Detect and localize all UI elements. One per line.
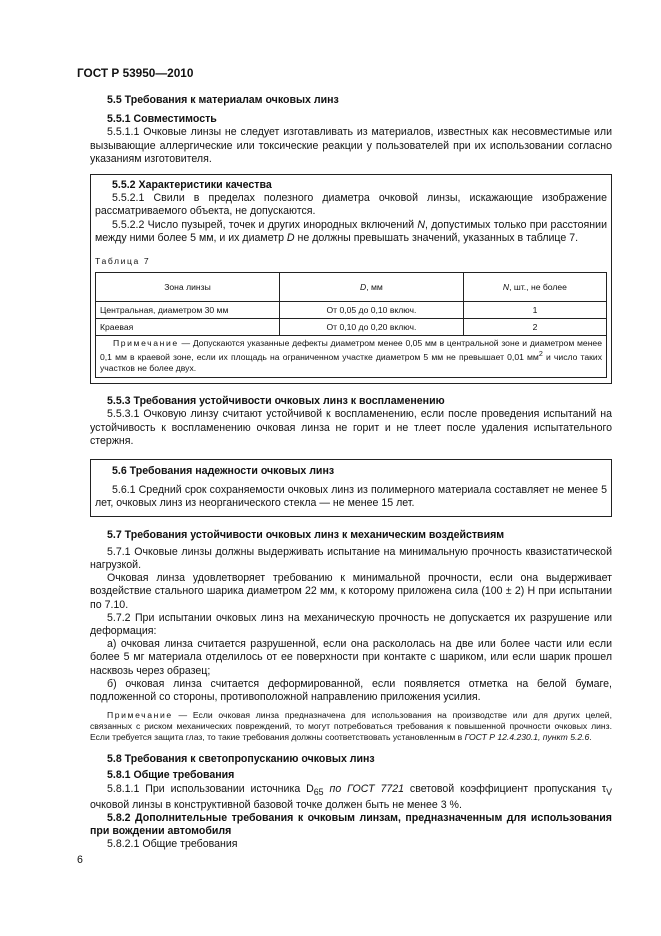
table-header-cell: D, мм <box>279 273 463 302</box>
table-7 <box>95 272 607 378</box>
table-note: Примечание — Допускаются указанные дефекты диаметром менее 0,05 мм в центральной зоне и диаметром менее 0,1 мм в краевой зоне, если их площадь на ограниченном участке диаметром 5 мм не превышает 0,01 $мм^2$ и число таких участков не более двух. <box>96 336 607 378</box>
table-cell: От 0,05 до 0,10 включ. <box>279 302 463 319</box>
section-5-8-2-heading: 5.8.2 Дополнительные требования к очковым линзам, предназначенным для использования при вождении автомобиля <box>90 812 612 838</box>
section-5-5-2-heading: 5.5.2 Характеристики качества <box>112 179 272 192</box>
paragraph-5-6-1: 5.6.1 Средний срок сохраняемости очковых линз из полимерного материала составляет не менее 5 лет, очковых линз из неорганического стекла — не менее 15 лет. <box>95 484 607 510</box>
page-content <box>90 94 612 852</box>
paragraph-5-8-2-1: 5.8.2.1 Общие требования <box>107 838 238 851</box>
paragraph-5-5-2-1: 5.5.2.1 Свили в пределах полезного диаметра очковой линзы, искажающие изображение рассматриваемого объекта, не допускаются. <box>95 192 607 218</box>
table-row <box>96 319 607 336</box>
table-cell: 1 <box>463 302 606 319</box>
paragraph-5-7-1: 5.7.1 Очковые линзы должны выдерживать испытание на минимальную прочность квазистатической нагрузкой. <box>90 545 612 571</box>
table-row <box>96 302 607 319</box>
table-header-cell: Зона линзы <box>96 273 280 302</box>
table-header-cell: N, шт., не более <box>463 273 606 302</box>
paragraph-5-5-1-1: 5.5.1.1 Очковые линзы не следует изготавливать из материалов, известных как несовместимые или вызывающие аллергические или токсические реакции у пользователей при их использовании согласно указаниям изготовителя. <box>90 126 612 165</box>
paragraph-5-5-3-1: 5.5.3.1 Очковую линзу считают устойчивой к воспламенению, если после проведения испытаний на устойчивость к воспламенению очковая линза не горит и не тлеет после удаления испытательного стержня. <box>90 408 612 447</box>
paragraph-5-7-2: 5.7.2 При испытании очковых линз на механическую прочность не допускается их разрушение или деформация: <box>90 611 612 637</box>
section-5-8-1-heading: 5.8.1 Общие требования <box>107 769 235 782</box>
table-cell: Центральная, диаметром 30 мм <box>96 302 280 319</box>
paragraph-5-8-1-1: 5.8.1.1 При использовании источника $D_{65}$ по ГОСТ 7721 световой коэффициент пропускания $\tau_V$ очковой линзы в конструктивной базовой точке должен быть не менее 3 %. <box>90 782 612 811</box>
framed-block-5-6 <box>90 459 612 517</box>
page-number: 6 <box>77 854 83 866</box>
section-5-6-heading: 5.6 Требования надежности очковых линз <box>112 464 335 477</box>
note-5-7: Примечание — Если очковая линза предназначена для использования на производстве или для других целей, связанных с риском механических повреждений, то могут потребоваться требования к повышенной прочности очковых линз. Если требуется защита глаз, то такие требования должны соответствовать установленным в ГОСТ Р 12.4.230.1, пункт 5.2.6. <box>90 710 612 743</box>
document-header: ГОСТ Р 53950—2010 <box>77 66 194 80</box>
section-5-5-heading: 5.5 Требования к материалам очковых линз <box>107 94 339 106</box>
table-7-caption: Таблица 7 <box>95 256 151 267</box>
table-cell: Краевая <box>96 319 280 336</box>
paragraph-5-5-2-2: 5.5.2.2 Число пузырей, точек и других инородных включений N, допустимых только при расстоянии между ними более 5 мм, и их диаметр D не должны превышать значений, указанных в таблице 7. <box>95 218 607 244</box>
section-5-7-heading: 5.7 Требования устойчивости очковых линз к механическим воздействиям <box>107 528 505 541</box>
table-cell: 2 <box>463 319 606 336</box>
paragraph-5-7-2-a: а) очковая линза считается разрушенной, если она раскололась на две или более части или если более 5 мг материала отделилось от ее поверхности при контакте с шариком, или если шарик прошел насквозь через образец; <box>90 638 612 677</box>
table-cell: От 0,10 до 0,20 включ. <box>279 319 463 336</box>
section-5-5-3-heading: 5.5.3 Требования устойчивости очковых линз к воспламенению <box>107 395 445 408</box>
framed-block-5-5-2 <box>90 174 612 384</box>
section-5-8-heading: 5.8 Требования к светопропусканию очковых линз <box>107 753 375 766</box>
table-note-row <box>96 336 607 378</box>
table-header-row <box>96 273 607 302</box>
paragraph-5-7-1-b: Очковая линза удовлетворяет требованию к минимальной прочности, если она выдерживает воздействие стального шарика диаметром 22 мм, к которому приложена сила (100 ± 2) Н при испытании по 7.10. <box>90 572 612 611</box>
section-5-5-1-heading: 5.5.1 Совместимость <box>107 113 217 126</box>
paragraph-5-7-2-b: б) очковая линза считается деформированной, если появляется отметка на белой бумаге, подложенной со стороны, противоположной направлению приложения усилия. <box>90 677 612 703</box>
